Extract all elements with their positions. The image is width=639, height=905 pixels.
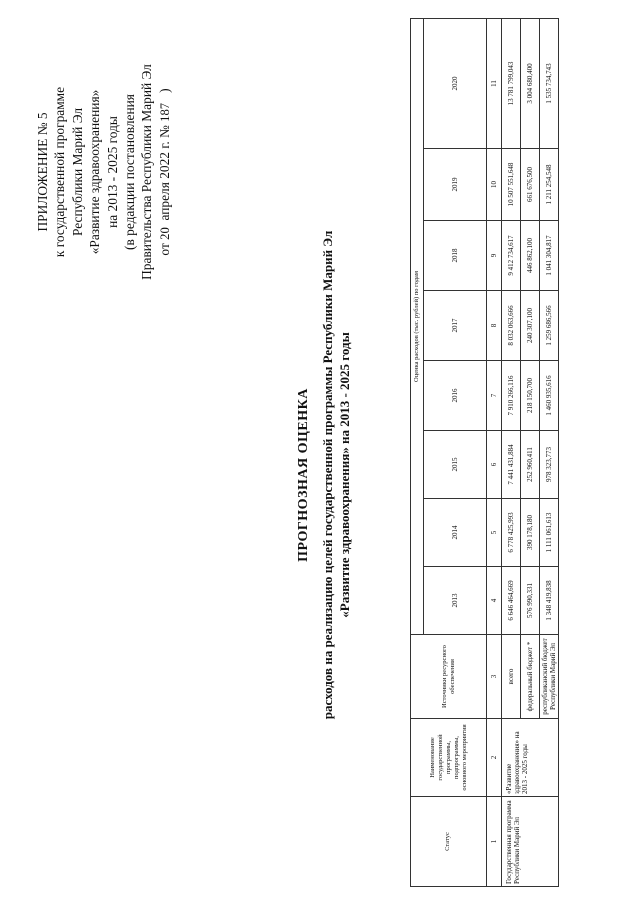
appendix-ref-line: на 2013 - 2025 годы [104,116,120,228]
value-cell: 252 960,411 [521,431,540,499]
value-cell: 10 507 551,648 [502,149,521,221]
value-cell: 1 041 304,817 [540,221,559,291]
value-cell: 8 032 063,666 [502,291,521,361]
budget-table [410,18,559,887]
column-number: 5 [487,499,502,567]
value-cell: 1 535 734,743 [540,18,559,148]
value-cell: 7 910 266,116 [502,361,521,431]
appendix-ref-line: (в редакции постановления [122,94,138,250]
value-cell: 661 676,500 [521,149,540,221]
column-number: 6 [487,431,502,499]
header-year: 2016 [424,361,487,431]
appendix-ref-line: Республики Марий Эл [69,107,85,237]
value-cell: 446 862,100 [521,221,540,291]
title-block [294,195,353,755]
table-row [502,18,521,886]
document-title: ПРОГНОЗНАЯ ОЦЕНКА [296,388,311,562]
value-cell: 3 004 680,400 [521,18,540,148]
program-name-cell: «Развитие здравоохранения» на 2013 - 2025 годы [502,719,559,797]
column-number: 9 [487,221,502,291]
appendix-ref-line: к государственной программе [52,86,68,258]
column-number: 11 [487,18,502,148]
header-year: 2014 [424,499,487,567]
value-cell: 1 111 061,613 [540,499,559,567]
document-subtitle [319,195,353,755]
subtitle-line: «Развитие здравоохранения» на 2013 - 2025 годы [337,332,352,618]
value-cell: 1 460 935,616 [540,361,559,431]
column-number: 3 [487,635,502,719]
subtitle-line: расходов на реализацию целей государственной программы Республики Марий Эл [320,230,335,720]
appendix-header [34,27,174,317]
value-cell: 390 178,180 [521,499,540,567]
header-year: 2018 [424,221,487,291]
appendix-ref-line: «Развитие здравоохранения» [87,89,103,255]
decree-month-year: апреля 2022 г. № [156,125,172,221]
source-cell: федеральный бюджет * [521,635,540,719]
header-year: 2013 [424,567,487,635]
appendix-number: ПРИЛОЖЕНИЕ № 5 [35,112,50,232]
header-sources: Источники ресурсного обеспечения [411,635,487,719]
source-cell: всего [502,635,521,719]
value-cell: 218 150,700 [521,361,540,431]
decree-day: 20 [157,227,172,240]
value-cell: 1 259 686,566 [540,291,559,361]
header-year: 2020 [424,18,487,148]
header-name: Наименование государственной программы, подпрограммы, основного мероприятия [411,719,487,797]
date-prefix: от [156,243,172,256]
column-number: 2 [487,719,502,797]
value-cell: 7 441 431,884 [502,431,521,499]
status-cell: Государственная программа Республики Марий Эл [502,797,559,887]
appendix-ref-line: Правительства Республики Марий Эл [139,64,155,280]
column-number: 10 [487,149,502,221]
date-suffix: ) [156,88,172,93]
value-cell: 978 323,773 [540,431,559,499]
header-status: Статус [411,797,487,887]
value-cell: 6 646 464,669 [502,567,521,635]
header-estimate: Оценка расходов (тыс. рублей) по годам [411,18,424,634]
value-cell: 1 348 419,838 [540,567,559,635]
header-year: 2017 [424,291,487,361]
value-cell: 9 412 734,617 [502,221,521,291]
column-number: 8 [487,291,502,361]
header-year: 2015 [424,431,487,499]
header-year: 2019 [424,149,487,221]
appendix-date-line [156,27,174,317]
value-cell: 13 781 799,043 [502,18,521,148]
value-cell: 576 990,331 [521,567,540,635]
source-cell: республиканский бюджет Республики Марий Эл [540,635,559,719]
column-number: 7 [487,361,502,431]
column-number: 1 [487,797,502,887]
column-number: 4 [487,567,502,635]
value-cell: 6 778 425,993 [502,499,521,567]
value-cell: 1 211 254,548 [540,149,559,221]
decree-number: 187 [157,102,172,122]
value-cell: 240 307,100 [521,291,540,361]
